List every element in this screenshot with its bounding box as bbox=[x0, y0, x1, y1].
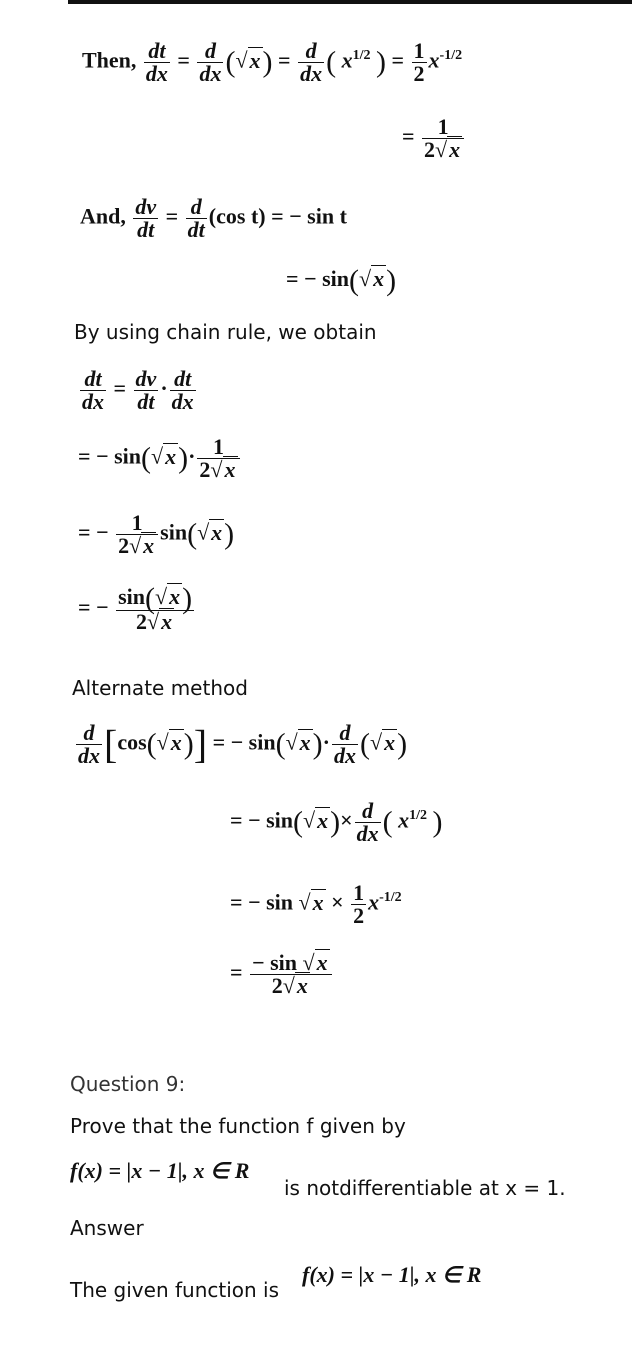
alternate-method-heading: Alternate method bbox=[72, 676, 248, 700]
not-differentiable-text: is notdifferentiable at x = 1. bbox=[284, 1176, 566, 1200]
chain-rule-equation: $\frac{dt}{dx}$ = $\frac{dv}{dt}$ · $\frac{dt}{dx}$ bbox=[82, 366, 194, 414]
equation-then: Then, $\frac{dt}{dx}$ = $\frac{d}{dx}$ (√x) = $\frac{d}{dx}$ ( $x^{1/2}$ ) = $\frac{1}{2}$ $x^{-1/2}$ bbox=[82, 38, 463, 86]
chain-rule-text: By using chain rule, we obtain bbox=[74, 320, 377, 344]
alt-step-3: = − sin √x × $\frac{1}{2}$ $x^{-1/2}$ bbox=[230, 880, 402, 928]
alt-step-4: = $\frac{- \sin √x}{2√x}$ bbox=[230, 952, 334, 997]
answer-heading: Answer bbox=[70, 1216, 144, 1240]
question-number: Question 9: bbox=[70, 1072, 186, 1096]
equation-and: And, $\frac{dv}{dt}$ = $\frac{d}{dt}$ (cos t) = − sin t bbox=[80, 194, 347, 242]
alt-step-2: = − sin(√x)× $\frac{d}{dx}$ ( $x^{1/2}$ ) bbox=[230, 798, 443, 846]
given-function-text: The given function is bbox=[70, 1278, 280, 1302]
chain-step-3: = − $\frac{\sin(√x)}{2√x}$ bbox=[78, 581, 193, 634]
top-rule bbox=[68, 0, 632, 4]
equation-then-result: = $\frac{1}{2√x}$ bbox=[402, 116, 466, 161]
given-function-math: f(x) = |x − 1|, x ∈ R bbox=[302, 1262, 482, 1287]
then-label: Then, bbox=[82, 47, 137, 73]
function-definition: f(x) = |x − 1|, x ∈ R bbox=[70, 1158, 250, 1183]
equation-and-result: = − sin(√x) bbox=[286, 263, 397, 297]
chain-step-1: = − sin(√x)· $\frac{1}{2√x}$ bbox=[78, 436, 242, 481]
question-text: Prove that the function f given by bbox=[70, 1114, 406, 1138]
alt-step-1: $\frac{d}{dx}$ [cos(√x)] = − sin(√x)· $\frac{d}{dx}$ (√x) bbox=[78, 720, 408, 768]
chain-step-2: = − $\frac{1}{2√x}$ sin(√x) bbox=[78, 510, 235, 558]
